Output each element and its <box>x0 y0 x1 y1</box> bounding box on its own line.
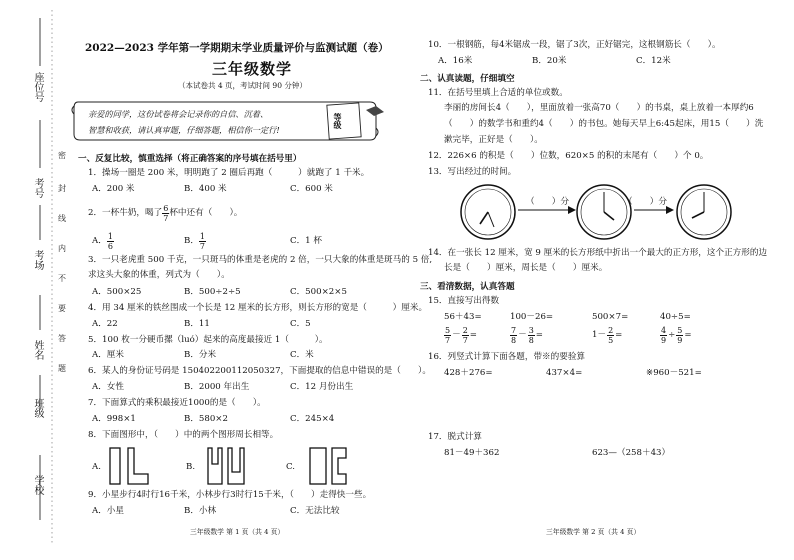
q15-item-5-fraction-1-denominator: 7 <box>445 336 451 345</box>
q7-option-c: C．245×4 <box>290 414 335 424</box>
q14-text-1: 14．在一张长 12 厘米，宽 9 厘米的长方形纸中折出一个最大的正方形，这个正方形的边 <box>428 248 768 258</box>
q16-item-1: 428＋276= <box>444 368 493 378</box>
q10-option-b: B．20米 <box>532 56 567 66</box>
clock-1-icon <box>461 185 515 239</box>
q7-option-a: A．998×1 <box>92 414 136 424</box>
scroll-text-2: 智慧和收获，请认真审题，仔细答题，相信你一定行! <box>88 125 280 135</box>
q15-item-4: 40÷5= <box>660 312 691 322</box>
clock-3-icon <box>677 185 731 239</box>
q15-item-6-fraction-1 <box>510 326 517 345</box>
seal-char: 封 <box>58 184 66 193</box>
q3-text-1: 3．一只老虎重 500 千克，一只斑马的体重是老虎的 2 倍，一只大象的体重是斑马的 5 倍, <box>88 255 433 265</box>
binding-label-seat: 座位号 <box>32 72 43 102</box>
q1-option-b: B．400 米 <box>184 184 227 194</box>
q17-item-1: 81－49＋362 <box>444 448 500 458</box>
q7-text: 7．下面算式的乘积最接近1000的是（ ）。 <box>88 398 266 408</box>
q15-item-5 <box>444 326 477 345</box>
seal-char: 密 <box>58 151 66 160</box>
q6-option-c: C．12 月份出生 <box>290 382 354 392</box>
exam-title: 2022—2023 学年第一学期期末学业质量评价与监测试题（卷） <box>85 42 389 54</box>
q16-item-3: ※960－521= <box>646 368 702 378</box>
q15-item-2: 100－26= <box>510 312 554 322</box>
q11-line-1: 李丽的房间长4（ ），里面放着一张高70（ ）的书桌，桌上放着一本厚约6 <box>444 103 754 113</box>
left-page-footer: 三年级数学 第 1 页（共 4 页） <box>190 528 285 536</box>
subject-title: 三年级数学 <box>212 60 293 78</box>
q3-option-b: B．500÷2÷5 <box>184 287 241 297</box>
q15-item-1: 56＋43= <box>444 312 482 322</box>
q10-option-c: C．12米 <box>636 56 671 66</box>
q15-item-6-fraction-1-numerator: 7 <box>511 326 517 335</box>
q8-figures <box>100 444 380 490</box>
q15-item-5-fraction-1-numerator: 5 <box>445 326 451 335</box>
q4-option-c: C．5 <box>290 319 311 329</box>
q3-option-a: A．500×25 <box>92 287 142 297</box>
q10-text: 10．一根钢筋，每4米锯成一段，锯了3次，正好锯完，这根钢筋长（ ）。 <box>428 40 721 50</box>
q15-item-5-fraction-2-numerator: 2 <box>462 326 468 335</box>
q8-option-c: C. <box>286 462 296 472</box>
q4-option-b: B．11 <box>184 319 210 329</box>
q15-item-8-fraction-2 <box>676 326 683 345</box>
q2-tail: 杯中还有（ ）。 <box>169 208 243 218</box>
q15-item-5-equals: = <box>469 330 477 340</box>
q2-fraction-denominator: 7 <box>163 214 169 223</box>
q2-option-b-label: B． <box>184 236 199 246</box>
q15-item-8-equals: = <box>684 330 692 340</box>
q2-option-a-fraction <box>107 232 114 251</box>
q9-option-a: A．小星 <box>92 506 124 516</box>
q15-item-7 <box>592 326 622 345</box>
scroll-text-1: 亲爱的同学，这份试卷将会记录你的自信、沉着、 <box>88 109 269 119</box>
q2-option-c: C．1 杯 <box>290 236 322 246</box>
q2-option-b <box>184 232 206 251</box>
seal-char: 不 <box>58 274 66 283</box>
q9-option-c: C．无法比较 <box>290 506 340 516</box>
q5-text: 5．100 枚一分硬币摞（luó）起来的高度最接近 1（ ）。 <box>88 335 328 345</box>
q15-item-6-fraction-2 <box>528 326 535 345</box>
binding-label-name: 姓名 <box>32 340 43 360</box>
q15-item-6 <box>510 326 543 345</box>
q15-item-8-fraction-1 <box>660 326 667 345</box>
q15-item-8-fraction-1-numerator: 4 <box>661 326 667 335</box>
right-page-footer: 三年级数学 第 2 页（共 4 页） <box>546 528 641 536</box>
q15-item-8-operator: ÷ <box>668 330 676 340</box>
q15-item-7-fraction-numerator: 2 <box>608 326 614 335</box>
q15-item-7-equals: = <box>615 330 623 340</box>
q15-item-5-fraction-2 <box>462 326 469 345</box>
seal-char: 要 <box>58 304 66 313</box>
q8-option-b: B. <box>186 462 196 472</box>
q10-option-a: A．16米 <box>438 56 473 66</box>
binding-label-school: 学校 <box>32 475 43 495</box>
q9-text: 9．小星步行4时行16千米，小林步行3时行15千米，（ ）走得快一些。 <box>88 490 372 500</box>
exam-note: （本试卷共 4 页，考试时间 90 分钟） <box>178 81 307 90</box>
q15-item-5-fraction-2-denominator: 7 <box>462 336 468 345</box>
q5-option-b: B．分米 <box>184 350 217 360</box>
q13-clocks <box>456 182 756 246</box>
q6-option-a: A．女性 <box>92 382 124 392</box>
q3-option-c: C．500×2×5 <box>290 287 347 297</box>
q4-option-a: A．22 <box>92 319 118 329</box>
q6-text: 6．某人的身份证号码是 150402200112050327，下面提取的信息中错误的是（ ）。 <box>88 366 431 376</box>
q1-text: 1．操场一圈是 200 米，明明跑了 2 圈后再跑（ ）就跑了 1 千米。 <box>88 168 370 178</box>
seal-char: 答 <box>58 334 66 343</box>
q13-blank-2: （ ）分 <box>624 197 667 207</box>
q15-text: 15．直接写出得数 <box>428 296 500 306</box>
q15-item-8-fraction-2-numerator: 5 <box>677 326 683 335</box>
q2-option-a <box>92 232 114 251</box>
q15-item-7-fraction <box>607 326 614 345</box>
q13-text: 13．写出经过的时间。 <box>428 167 517 177</box>
seal-char: 题 <box>58 364 66 373</box>
grade-stamp: 等级 <box>333 113 343 129</box>
seal-char: 线 <box>58 214 66 223</box>
binding-label-room: 考场 <box>32 250 43 270</box>
q15-item-8-fraction-1-denominator: 9 <box>661 336 667 345</box>
q6-option-b: B．2000 年出生 <box>184 382 250 392</box>
q2-option-a-label: A． <box>92 236 107 246</box>
section-2-heading: 二、认真读题，仔细填空 <box>420 74 515 84</box>
q3-text-2: 求这头大象的体重，列式为（ ）。 <box>88 270 230 280</box>
q15-item-7-lead: 1－ <box>592 330 607 340</box>
seal-char: 内 <box>58 244 66 253</box>
q8-option-a: A. <box>92 462 101 472</box>
q1-option-a: A．200 米 <box>92 184 135 194</box>
q5-option-a: A．厘米 <box>92 350 124 360</box>
q15-item-6-operator: － <box>518 330 527 340</box>
q17-item-2: 623—（258＋43） <box>592 448 671 458</box>
q5-option-c: C．米 <box>290 350 314 360</box>
q15-item-8-fraction-2-denominator: 9 <box>677 336 683 345</box>
q16-item-2: 437×4= <box>546 368 583 378</box>
q11-line-3: 漱完毕，正好是（ ）。 <box>444 135 543 145</box>
q15-item-7-fraction-denominator: 5 <box>608 336 614 345</box>
scroll-frame <box>70 96 400 146</box>
q11-text: 11．在括号里填上合适的单位或数。 <box>428 88 568 98</box>
q15-item-5-fraction-1 <box>444 326 451 345</box>
q12-text: 12．226×6 的积是（ ）位数，620×5 的积的末尾有（ ）个 0。 <box>428 151 709 161</box>
q15-item-6-fraction-2-denominator: 8 <box>528 336 534 345</box>
section-1-heading: 一、反复比较，慎重选择（将正确答案的序号填在括号里） <box>78 154 302 164</box>
section-3-heading: 三、看清数据，认真答题 <box>420 282 515 292</box>
q2-option-b-fraction <box>199 232 206 251</box>
binding-label-exam-no: 考号 <box>32 178 43 198</box>
q2-fraction-numerator: 6 <box>163 204 169 213</box>
q15-item-8 <box>660 326 692 345</box>
q14-text-2: 长是（ ）厘米，周长是（ ）厘米。 <box>444 263 608 273</box>
q2-fraction <box>162 204 169 223</box>
q2-text <box>88 204 242 223</box>
q17-text: 17．脱式计算 <box>428 432 482 442</box>
q2-option-b-denominator: 7 <box>199 242 206 251</box>
q15-item-6-equals: = <box>535 330 543 340</box>
q13-blank-1: （ ）分 <box>526 197 569 207</box>
q4-text: 4．用 34 厘米的铁丝围成一个长是 12 厘米的长方形，则长方形的宽是（ ）厘米。 <box>88 303 428 313</box>
q16-text: 16．列竖式计算下面各题，带※的要验算 <box>428 352 586 362</box>
q15-item-3: 500×7= <box>592 312 629 322</box>
q2-option-a-denominator: 6 <box>107 242 113 251</box>
q2-lead: 2．一杯牛奶，喝了 <box>88 208 163 218</box>
q7-option-b: B．580×2 <box>184 414 228 424</box>
q9-option-b: B．小林 <box>184 506 217 516</box>
q11-line-2: （ ）的数学书和重约4（ ）的书包。她每天早上6:45起床，用15（ ）洗 <box>444 119 764 129</box>
q15-item-6-fraction-1-denominator: 8 <box>511 336 517 345</box>
q15-item-5-operator: － <box>452 330 461 340</box>
q8-text: 8．下面图形中，（ ）中的两个图形周长相等。 <box>88 430 279 440</box>
binding-label-class: 班级 <box>32 398 43 418</box>
q2-option-b-numerator: 1 <box>199 232 206 241</box>
clock-2-icon <box>577 185 631 239</box>
q1-option-c: C．600 米 <box>290 184 333 194</box>
q15-item-6-fraction-2-numerator: 3 <box>528 326 534 335</box>
q2-option-a-numerator: 1 <box>107 232 113 241</box>
